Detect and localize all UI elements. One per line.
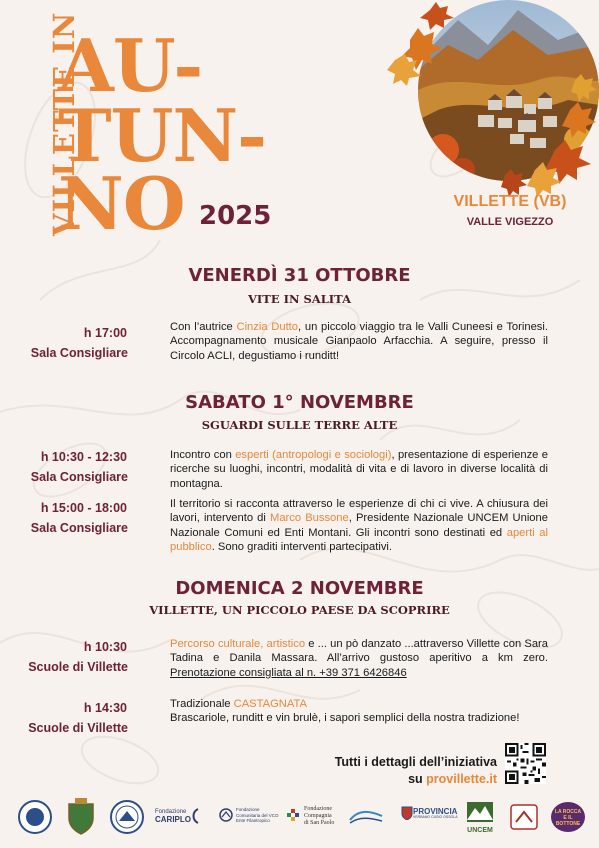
event-description <box>170 637 548 680</box>
logo-text: BOTTONE <box>555 821 581 827</box>
desc-highlight-author: Cinzia Dutto <box>236 321 299 333</box>
provincia-crest-icon <box>401 806 413 820</box>
event-description <box>170 697 548 726</box>
logo-text: Comunitaria del VCO <box>236 812 279 818</box>
sponsor-logos <box>0 796 599 842</box>
local-association-logo <box>510 804 538 830</box>
event-place: Scuole di Villette <box>28 660 128 674</box>
booking-phone: Prenotazione consigliata al n. +39 371 6426846 <box>170 666 407 679</box>
desc-text: Il territorio si racconta attraverso le esperienze di chi ci vive. A chiusura dei lavori, intervento di <box>170 498 548 525</box>
title-line-2: TUN- <box>58 93 267 178</box>
desc-highlight-castagnata: CASTAGNATA <box>233 698 307 710</box>
desc-highlight-route: Percorso culturale, artistico <box>170 638 306 650</box>
footer-info <box>300 754 497 788</box>
logo-text: PROVINCIA <box>413 807 458 816</box>
day-subtitle-saturday: SGUARDI SULLE TERRE ALTE <box>201 418 398 432</box>
pro-loco-logo <box>18 800 52 834</box>
location-region: VALLE VIGEZZO <box>466 216 554 228</box>
event-time: h 17:00 <box>83 326 127 340</box>
desc-text: , un piccolo viaggio tra le Valli Cuneesi e Torinesi. Accompagnamento musicale Gianpaolo Arfacchia. A seguire, presso il Circolo ACLI, degustiamo i runditt! <box>170 321 548 362</box>
logo-text: Fondazione <box>155 809 187 815</box>
logo-text: Fondazione <box>236 807 260 812</box>
regional-park-logo <box>348 806 384 826</box>
vertical-title-text: VILLETTE IN <box>47 11 81 236</box>
autumn-leaves-icon <box>385 0 599 200</box>
desc-text: e ... un pò danzato ...attraverso Villette con Sara Tadina e Danila Massara. All’arrivo gustoso aperitivo a km zero. <box>170 638 548 665</box>
logo-text: VERBANO CUSIO OSSOLA <box>413 815 458 819</box>
location-name: VILLETTE (VB) <box>453 193 567 210</box>
la-rocca-logo <box>551 802 585 832</box>
event-time: h 14:30 <box>83 701 127 715</box>
uncem-mountain-icon <box>467 802 493 822</box>
website-link[interactable]: provillette.it <box>426 772 497 786</box>
compagnia-san-paolo-logo <box>304 806 344 827</box>
cariplo-mark-icon <box>190 808 200 824</box>
municipality-crest-logo <box>66 798 96 836</box>
logo-text: LA ROCCA <box>554 809 582 815</box>
qr-code-icon[interactable] <box>505 743 546 784</box>
compagnia-san-paolo-mark-icon <box>287 809 299 821</box>
logo-text: Fondazione <box>304 806 332 812</box>
fondazione-vco-mark-icon <box>219 808 233 822</box>
logo-text: Compagnia <box>304 813 332 819</box>
day-heading-saturday: SABATO 1° NOVEMBRE <box>185 392 414 413</box>
desc-text: , presentazione di esperienze e ricerche su luoghi, incontri, modalità di vita e di lavoro in diverse località di montagna. <box>170 449 549 490</box>
fondazione-vco-logo <box>236 807 282 824</box>
event-place: Scuole di Villette <box>28 721 128 735</box>
desc-text: Incontro con <box>170 449 236 461</box>
provincia-logo <box>413 808 459 820</box>
title-line-1: AU- <box>58 23 203 108</box>
desc-highlight-experts: esperti (antropologi e sociologi) <box>235 449 392 461</box>
desc-text: Con l’autrice <box>170 321 237 333</box>
event-place: Sala Consigliare <box>30 521 128 535</box>
title-line-3: NO <box>58 161 185 246</box>
event-description <box>170 448 548 491</box>
day-subtitle-friday: VITE IN SALITA <box>247 292 352 306</box>
desc-text: Brascariole, runditt e vin brulè, i sapori semplici della nostra tradizione! <box>170 712 520 725</box>
day-heading-friday: VENERDÌ 31 OTTOBRE <box>188 265 411 286</box>
event-time: h 10:30 - 12:30 <box>40 450 127 464</box>
day-heading-sunday: DOMENICA 2 NOVEMBRE <box>175 578 424 599</box>
event-description <box>170 497 548 555</box>
logo-text: CARIPLO <box>155 815 191 824</box>
logo-text: UNCEM <box>467 827 493 834</box>
desc-text: , Presidente Nazionale UNCEM Unione Nazionale Comuni ed Enti Montani. Gli incontri sono destinati ed <box>170 512 548 539</box>
vertical-title <box>17 11 81 240</box>
event-description <box>170 320 548 363</box>
event-place: Sala Consigliare <box>30 346 128 360</box>
event-place: Sala Consigliare <box>30 470 128 484</box>
event-time: h 15:00 - 18:00 <box>40 501 127 515</box>
day-subtitle-sunday: VILLETTE, UN PICCOLO PAESE DA SCOPRIRE <box>149 603 450 617</box>
desc-text: Tradizionale <box>170 698 234 710</box>
logo-text: Ente Filantropico <box>236 818 270 823</box>
uncem-logo <box>467 802 493 834</box>
association-seal-logo <box>110 800 144 834</box>
footer-info-line: Tutti i dettagli dell’iniziativa <box>334 755 497 769</box>
desc-highlight-public: aperti al pubblico <box>170 526 548 554</box>
event-time: h 10:30 <box>83 640 127 654</box>
footer-info-prefix: su <box>408 772 427 786</box>
desc-highlight-speaker: Marco Bussone <box>270 512 349 525</box>
logo-text: E IL <box>563 815 573 821</box>
logo-text: di San Paolo <box>304 820 335 826</box>
year: 2025 <box>199 201 272 231</box>
desc-text: . Sono graditi interventi partecipativi. <box>211 541 393 554</box>
